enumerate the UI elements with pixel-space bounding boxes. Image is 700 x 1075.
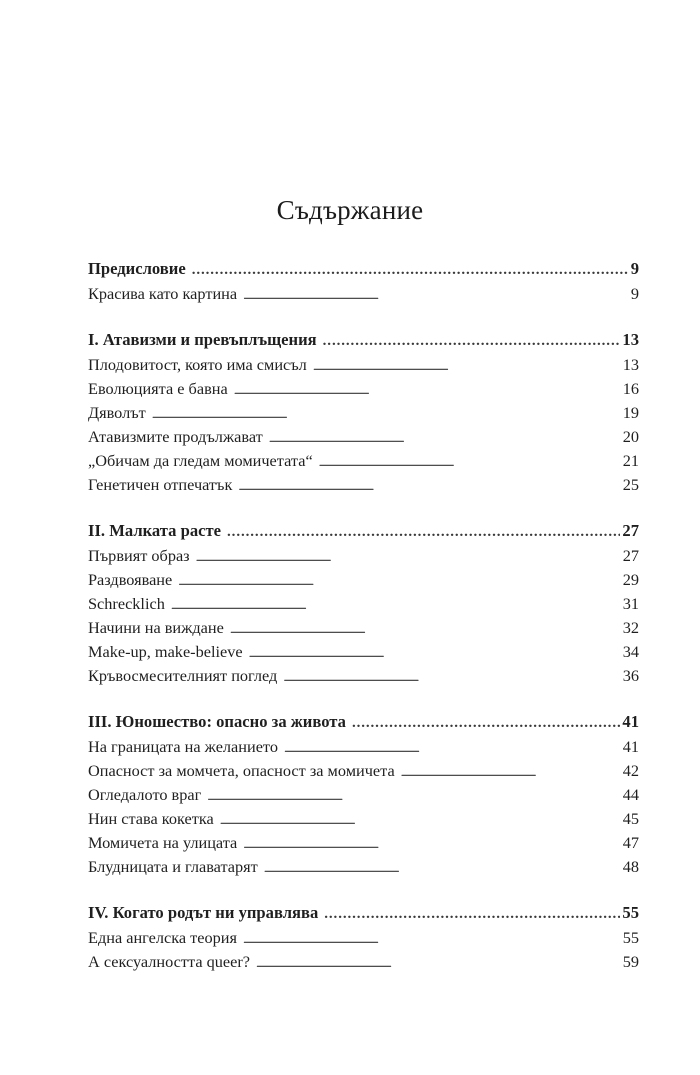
entry-title: Огледалото враг (88, 785, 202, 804)
entry-title: Момичета на улицата (88, 833, 238, 852)
table-of-contents (88, 255, 639, 994)
toc-entry-row (88, 807, 639, 831)
entry-page-number: 25 (622, 475, 639, 494)
entry-title: Плодовитост, която има смисъл (88, 355, 307, 374)
toc-chapter-row (88, 517, 639, 544)
toc-section (88, 899, 639, 974)
entry-title: „Обичам да гледам момичетата“ (88, 451, 313, 470)
dot-leader (243, 282, 629, 307)
entry-title: Атавизмите продължават (88, 427, 263, 446)
chapter-page-number: 9 (630, 259, 639, 278)
dot-leader (230, 616, 621, 641)
toc-entry-row (88, 353, 639, 377)
entry-page-number: 32 (622, 618, 639, 637)
entry-title: Кръвосмесителният поглед (88, 666, 278, 685)
dot-leader (283, 664, 620, 689)
dot-leader (269, 425, 621, 450)
toc-entry-row (88, 783, 639, 807)
toc-entry-row (88, 759, 639, 783)
toc-entry-row (88, 425, 639, 449)
entry-title: А сексуалността queer? (88, 952, 251, 971)
entry-title: Блудницата и главатарят (88, 857, 258, 876)
toc-chapter-row (88, 326, 639, 353)
dot-leader (256, 950, 621, 975)
entry-title: Раздвояване (88, 570, 173, 589)
dot-leader (196, 544, 621, 569)
toc-section (88, 708, 639, 879)
entry-page-number: 44 (622, 785, 639, 804)
dot-leader (323, 326, 621, 355)
toc-entry-row (88, 401, 639, 425)
dot-leader (207, 783, 620, 808)
toc-chapter-row (88, 899, 639, 926)
entry-title: Опасност за момчета, опасност за момичета (88, 761, 395, 780)
entry-page-number: 41 (622, 737, 639, 756)
entry-page-number: 47 (622, 833, 639, 852)
chapter-title: I. Атавизми и превъплъщения (88, 330, 317, 349)
entry-page-number: 16 (622, 379, 639, 398)
entry-page-number: 48 (622, 857, 639, 876)
entry-title: Нин става кокетка (88, 809, 214, 828)
toc-entry-row (88, 449, 639, 473)
dot-leader (171, 592, 621, 617)
dot-leader (243, 926, 621, 951)
entry-page-number: 9 (630, 284, 639, 303)
toc-entry-row (88, 664, 639, 688)
toc-section (88, 517, 639, 688)
dot-leader (192, 255, 629, 284)
dot-leader (238, 473, 620, 498)
entry-title: На границата на желанието (88, 737, 278, 756)
dot-leader (249, 640, 621, 665)
dot-leader (401, 759, 621, 784)
dot-leader (284, 735, 621, 760)
dot-leader (227, 517, 620, 546)
entry-title: Schrecklich (88, 594, 165, 613)
toc-entry-row (88, 855, 639, 879)
chapter-page-number: 41 (622, 712, 639, 731)
entry-title: Първият образ (88, 546, 190, 565)
chapter-title: IV. Когато родът ни управлява (88, 903, 319, 922)
toc-entry-row (88, 926, 639, 950)
dot-leader (313, 353, 621, 378)
toc-entry-row (88, 282, 639, 306)
dot-leader (152, 401, 621, 426)
toc-entry-row (88, 950, 639, 974)
toc-chapter-row (88, 255, 639, 282)
toc-entry-row (88, 544, 639, 568)
entry-page-number: 59 (622, 952, 639, 971)
toc-entry-row (88, 592, 639, 616)
dot-leader (324, 899, 620, 928)
entry-page-number: 20 (622, 427, 639, 446)
entry-page-number: 19 (622, 403, 639, 422)
dot-leader (234, 377, 621, 402)
entry-title: Make-up, make-believe (88, 642, 243, 661)
toc-entry-row (88, 616, 639, 640)
toc-entry-row (88, 640, 639, 664)
entry-page-number: 27 (622, 546, 639, 565)
dot-leader (220, 807, 621, 832)
toc-entry-row (88, 735, 639, 759)
entry-page-number: 13 (622, 355, 639, 374)
entry-title: Красива като картина (88, 284, 238, 303)
chapter-page-number: 27 (622, 521, 639, 540)
entry-page-number: 45 (622, 809, 639, 828)
toc-title: Съдържание (276, 195, 424, 225)
dot-leader (178, 568, 620, 593)
entry-page-number: 42 (622, 761, 639, 780)
chapter-title: III. Юношество: опасно за живота (88, 712, 346, 731)
toc-entry-row (88, 568, 639, 592)
entry-page-number: 36 (622, 666, 639, 685)
toc-entry-row (88, 831, 639, 855)
dot-leader (264, 855, 621, 880)
entry-title: Начини на виждане (88, 618, 224, 637)
toc-section (88, 255, 639, 306)
entry-title: Дяволът (88, 403, 146, 422)
dot-leader (319, 449, 621, 474)
dot-leader (243, 831, 620, 856)
chapter-page-number: 55 (622, 903, 639, 922)
chapter-page-number: 13 (622, 330, 639, 349)
entry-title: Еволюцията е бавна (88, 379, 228, 398)
chapter-title: II. Малката расте (88, 521, 222, 540)
entry-title: Генетичен отпечатък (88, 475, 233, 494)
dot-leader (352, 708, 620, 737)
chapter-title: Предисловие (88, 259, 186, 278)
entry-page-number: 55 (622, 928, 639, 947)
entry-page-number: 29 (622, 570, 639, 589)
toc-section (88, 326, 639, 497)
entry-page-number: 34 (622, 642, 639, 661)
toc-chapter-row (88, 708, 639, 735)
entry-page-number: 21 (622, 451, 639, 470)
entry-title: Една ангелска теория (88, 928, 238, 947)
toc-entry-row (88, 377, 639, 401)
entry-page-number: 31 (622, 594, 639, 613)
toc-entry-row (88, 473, 639, 497)
